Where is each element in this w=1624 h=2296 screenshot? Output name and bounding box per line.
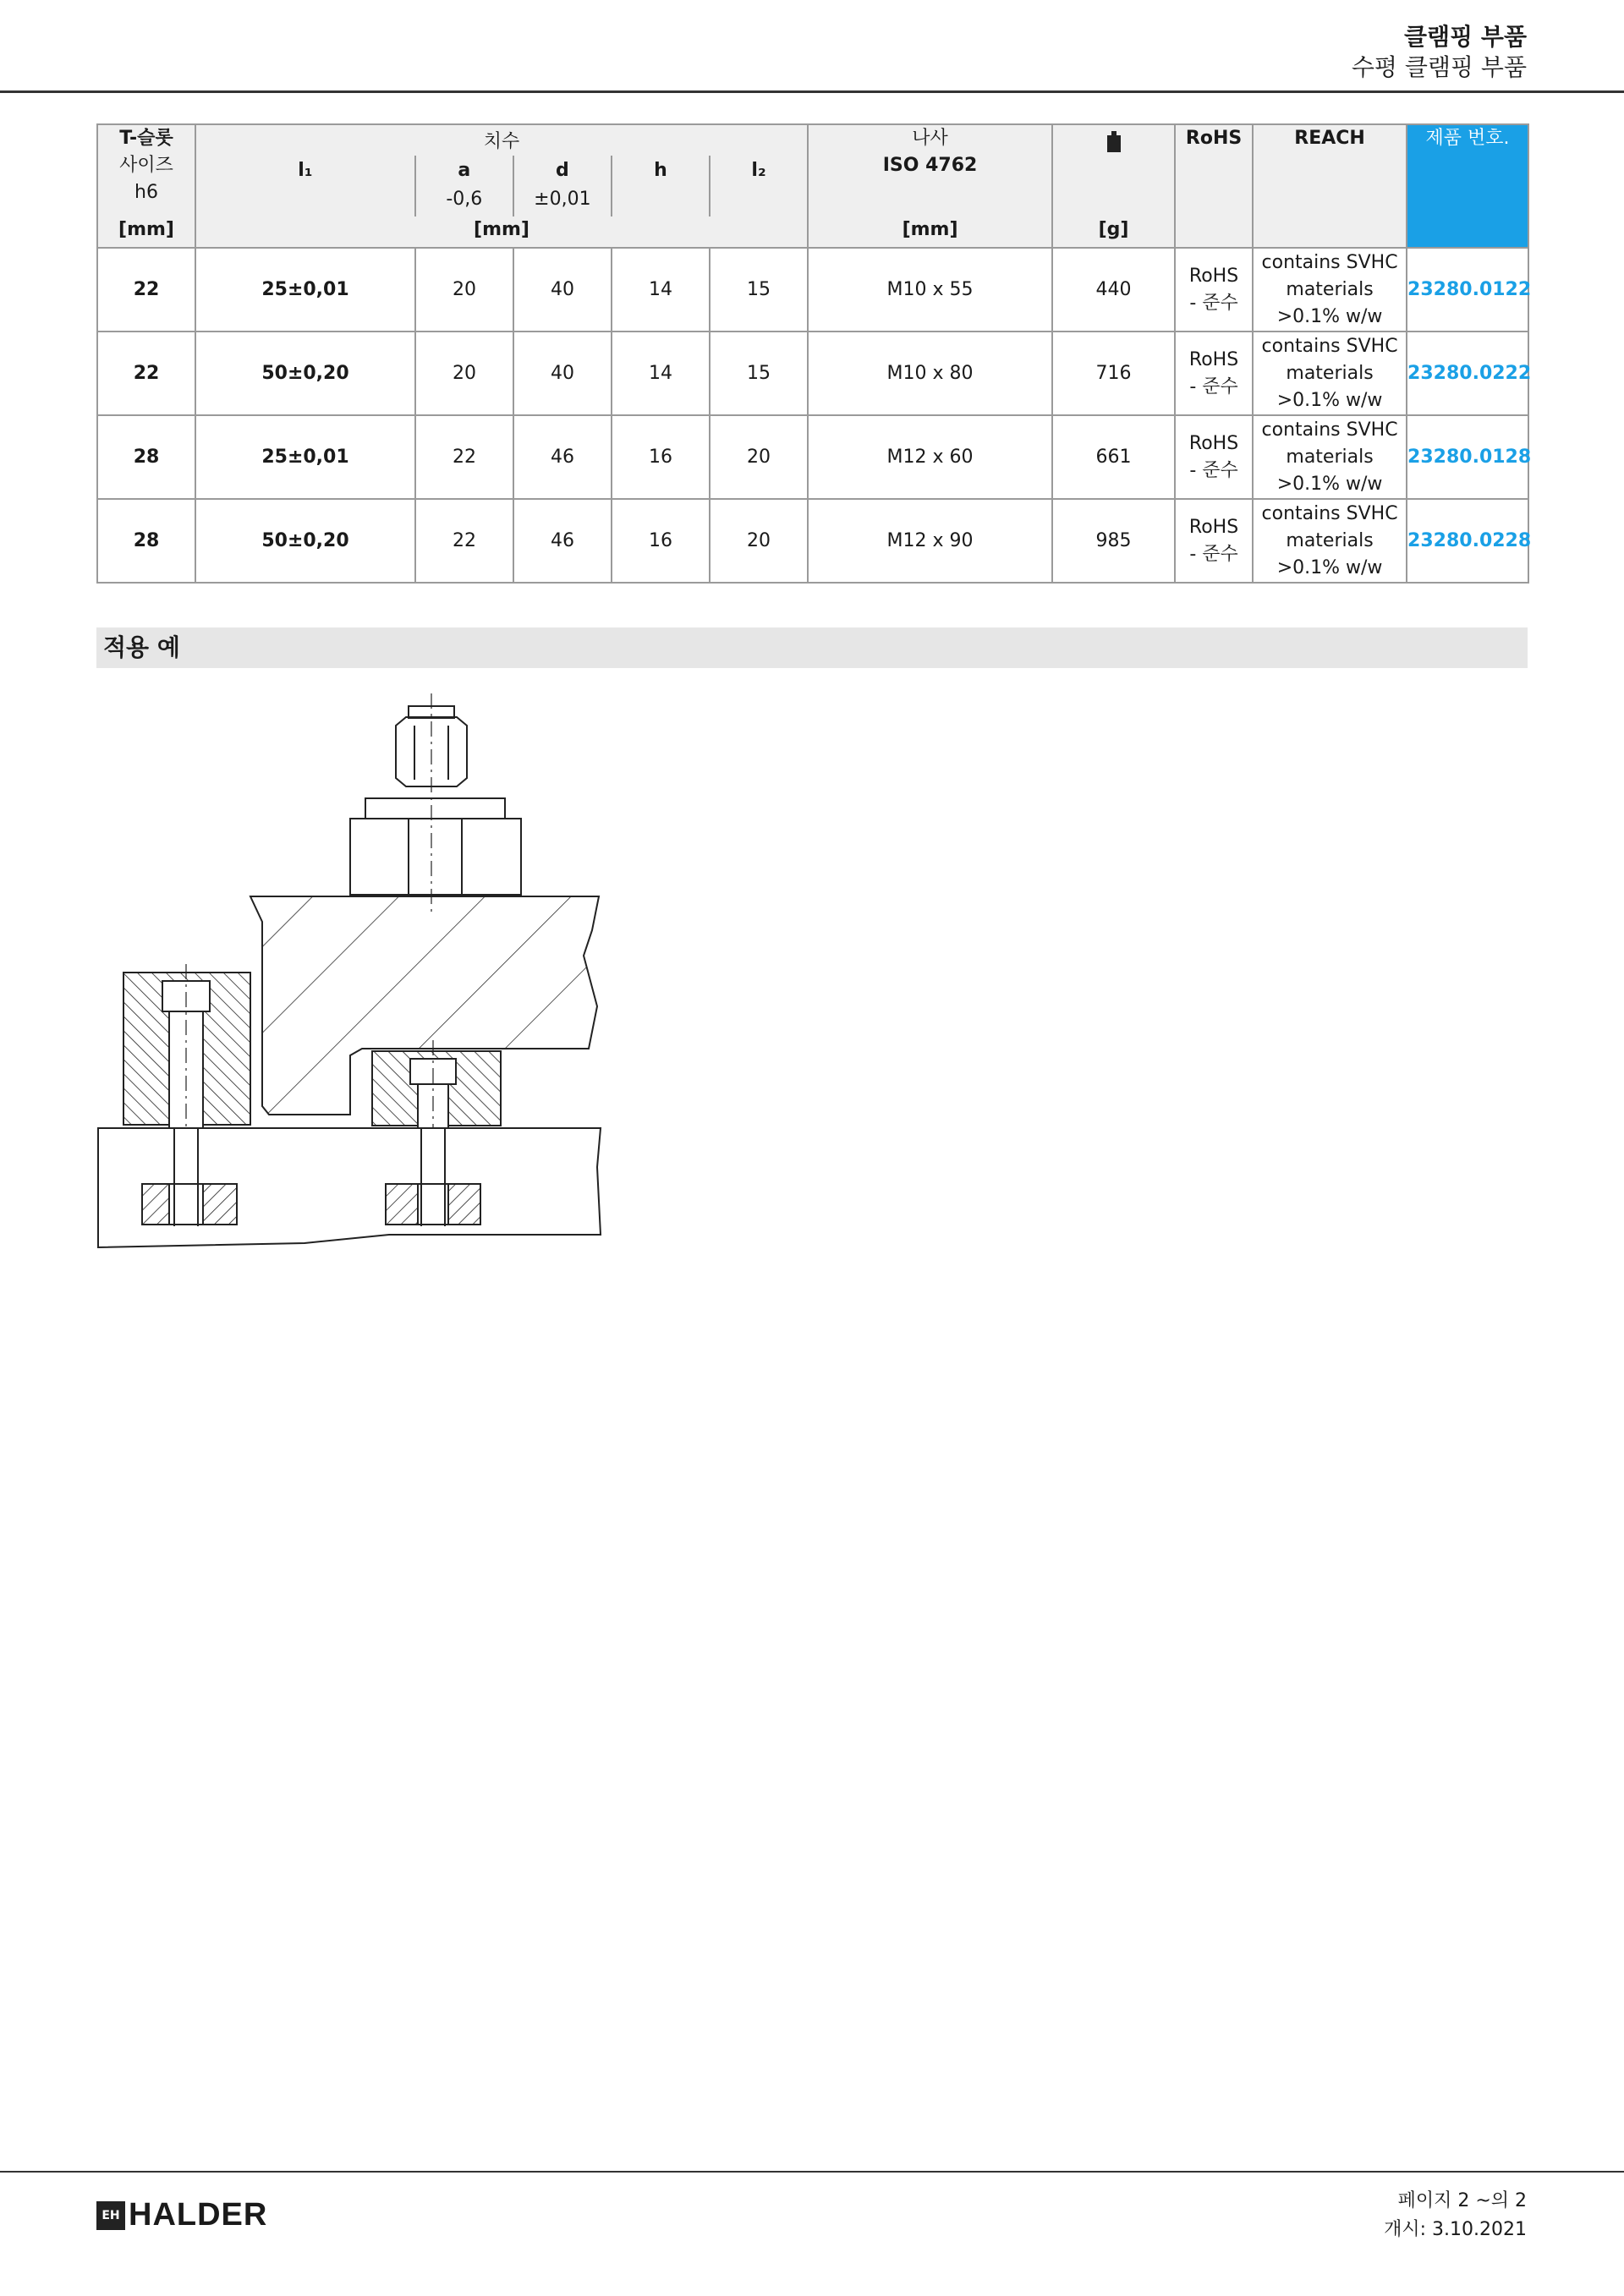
header-rohs (1175, 124, 1253, 248)
reach-text: materials (1286, 446, 1374, 468)
weight-icon (1053, 125, 1174, 162)
slot-tol: h6 (134, 182, 158, 203)
cell-product-number[interactable] (1407, 499, 1532, 583)
cell-h: 16 (612, 499, 710, 583)
dim-a-header: a (458, 160, 471, 181)
header-divider (0, 90, 1624, 93)
rohs-text: - 준수 (1189, 459, 1238, 481)
cell-h: 16 (612, 415, 710, 499)
cell-l2: 20 (710, 499, 808, 583)
product-no-title: 제품 번호. (1425, 128, 1510, 149)
cell-rohs (1175, 415, 1253, 499)
reach-text: >0.1% w/w (1276, 389, 1383, 411)
reach-text: materials (1286, 529, 1374, 551)
cell-reach (1253, 499, 1407, 583)
reach-text: contains SVHC (1261, 502, 1398, 524)
logo-text: HALDER (129, 2197, 268, 2233)
rohs-text: - 준수 (1189, 292, 1238, 314)
cell-a: 22 (415, 415, 513, 499)
cell-weight: 985 (1052, 499, 1175, 583)
reach-text: >0.1% w/w (1276, 305, 1383, 327)
table-row (97, 332, 1528, 415)
product-number-link[interactable]: 23280.0128 (1407, 447, 1532, 468)
cell-reach (1253, 332, 1407, 415)
cell-thread: M10 x 55 (808, 248, 1052, 332)
header-slot-size (97, 124, 195, 248)
rohs-title: RoHS (1185, 128, 1243, 149)
slot-title: T-슬롯 (119, 128, 173, 149)
dims-title: 치수 (483, 131, 520, 152)
cell-l1: 25±0,01 (195, 248, 415, 332)
thread-std: ISO 4762 (882, 155, 978, 176)
dim-l2-header: l₂ (751, 160, 766, 181)
cell-d: 40 (513, 332, 612, 415)
header-product-number (1407, 124, 1528, 248)
cell-h: 14 (612, 332, 710, 415)
dim-a-tol: -0,6 (446, 189, 483, 210)
rohs-text: RoHS (1188, 265, 1239, 287)
slot-unit: [mm] (118, 219, 174, 240)
cell-slot: 22 (97, 332, 195, 415)
footer-info (1384, 2187, 1527, 2244)
table-row (97, 248, 1528, 332)
cell-weight: 440 (1052, 248, 1175, 332)
section-title: 적용 예 (103, 633, 180, 661)
cell-product-number[interactable] (1407, 248, 1532, 332)
table-row (97, 499, 1528, 583)
cell-l1: 50±0,20 (195, 332, 415, 415)
cell-product-number[interactable] (1407, 415, 1532, 499)
logo-mark: EH (96, 2201, 125, 2230)
cell-thread: M12 x 60 (808, 415, 1052, 499)
cell-d: 46 (513, 499, 612, 583)
footer-divider (0, 2171, 1624, 2173)
reach-text: contains SVHC (1261, 419, 1398, 441)
application-drawing (93, 685, 617, 1277)
thread-title: 나사 (912, 128, 948, 149)
rohs-text: - 준수 (1189, 543, 1238, 565)
cell-thread: M12 x 90 (808, 499, 1052, 583)
product-number-link[interactable]: 23280.0222 (1407, 363, 1532, 384)
cell-d: 40 (513, 248, 612, 332)
dim-h-header: h (654, 160, 667, 181)
table-row (97, 415, 1528, 499)
cell-weight: 661 (1052, 415, 1175, 499)
rohs-text: RoHS (1188, 432, 1239, 454)
reach-text: >0.1% w/w (1276, 473, 1383, 495)
cell-slot: 28 (97, 415, 195, 499)
cell-a: 20 (415, 332, 513, 415)
reach-text: >0.1% w/w (1276, 556, 1383, 578)
header-thread (808, 124, 1052, 248)
cell-l2: 15 (710, 332, 808, 415)
dim-d-header: d (556, 160, 569, 181)
reach-title: REACH (1294, 128, 1365, 149)
reach-text: contains SVHC (1261, 335, 1398, 357)
dim-l1-header: l₁ (298, 160, 313, 181)
rohs-text: - 준수 (1189, 375, 1238, 397)
spec-table (96, 123, 1532, 584)
page-header (1352, 22, 1527, 83)
cell-reach (1253, 248, 1407, 332)
product-number-link[interactable]: 23280.0228 (1407, 530, 1532, 551)
slot-sub: 사이즈 (119, 155, 173, 176)
category-title: 클램핑 부품 (1404, 23, 1527, 51)
cell-l2: 20 (710, 415, 808, 499)
cell-product-number[interactable] (1407, 332, 1532, 415)
cell-l1: 25±0,01 (195, 415, 415, 499)
header-reach (1253, 124, 1407, 248)
cell-rohs (1175, 332, 1253, 415)
header-dimensions (195, 124, 808, 248)
cell-rohs (1175, 499, 1253, 583)
cell-thread: M10 x 80 (808, 332, 1052, 415)
cell-a: 20 (415, 248, 513, 332)
reach-text: materials (1286, 362, 1374, 384)
product-number-link[interactable]: 23280.0122 (1407, 279, 1532, 300)
issue-date: 개시: 3.10.2021 (1384, 2219, 1527, 2240)
cell-l2: 15 (710, 248, 808, 332)
cell-reach (1253, 415, 1407, 499)
cell-slot: 22 (97, 248, 195, 332)
halder-logo (96, 2197, 267, 2233)
cell-h: 14 (612, 248, 710, 332)
reach-text: materials (1286, 278, 1374, 300)
cell-slot: 28 (97, 499, 195, 583)
dim-d-tol: ±0,01 (534, 189, 591, 210)
reach-text: contains SVHC (1261, 251, 1398, 273)
thread-unit: [mm] (902, 219, 958, 240)
weight-unit: [g] (1098, 219, 1129, 240)
subcategory-title: 수평 클램핑 부품 (1351, 53, 1527, 81)
cell-l1: 50±0,20 (195, 499, 415, 583)
rohs-text: RoHS (1188, 516, 1239, 538)
rohs-text: RoHS (1188, 348, 1239, 370)
dims-unit: [mm] (474, 219, 529, 240)
section-application-example (96, 627, 1528, 668)
cell-a: 22 (415, 499, 513, 583)
page-number: 페이지 2 ~의 2 (1397, 2190, 1527, 2211)
header-weight (1052, 124, 1175, 248)
cell-weight: 716 (1052, 332, 1175, 415)
cell-rohs (1175, 248, 1253, 332)
cell-d: 46 (513, 415, 612, 499)
